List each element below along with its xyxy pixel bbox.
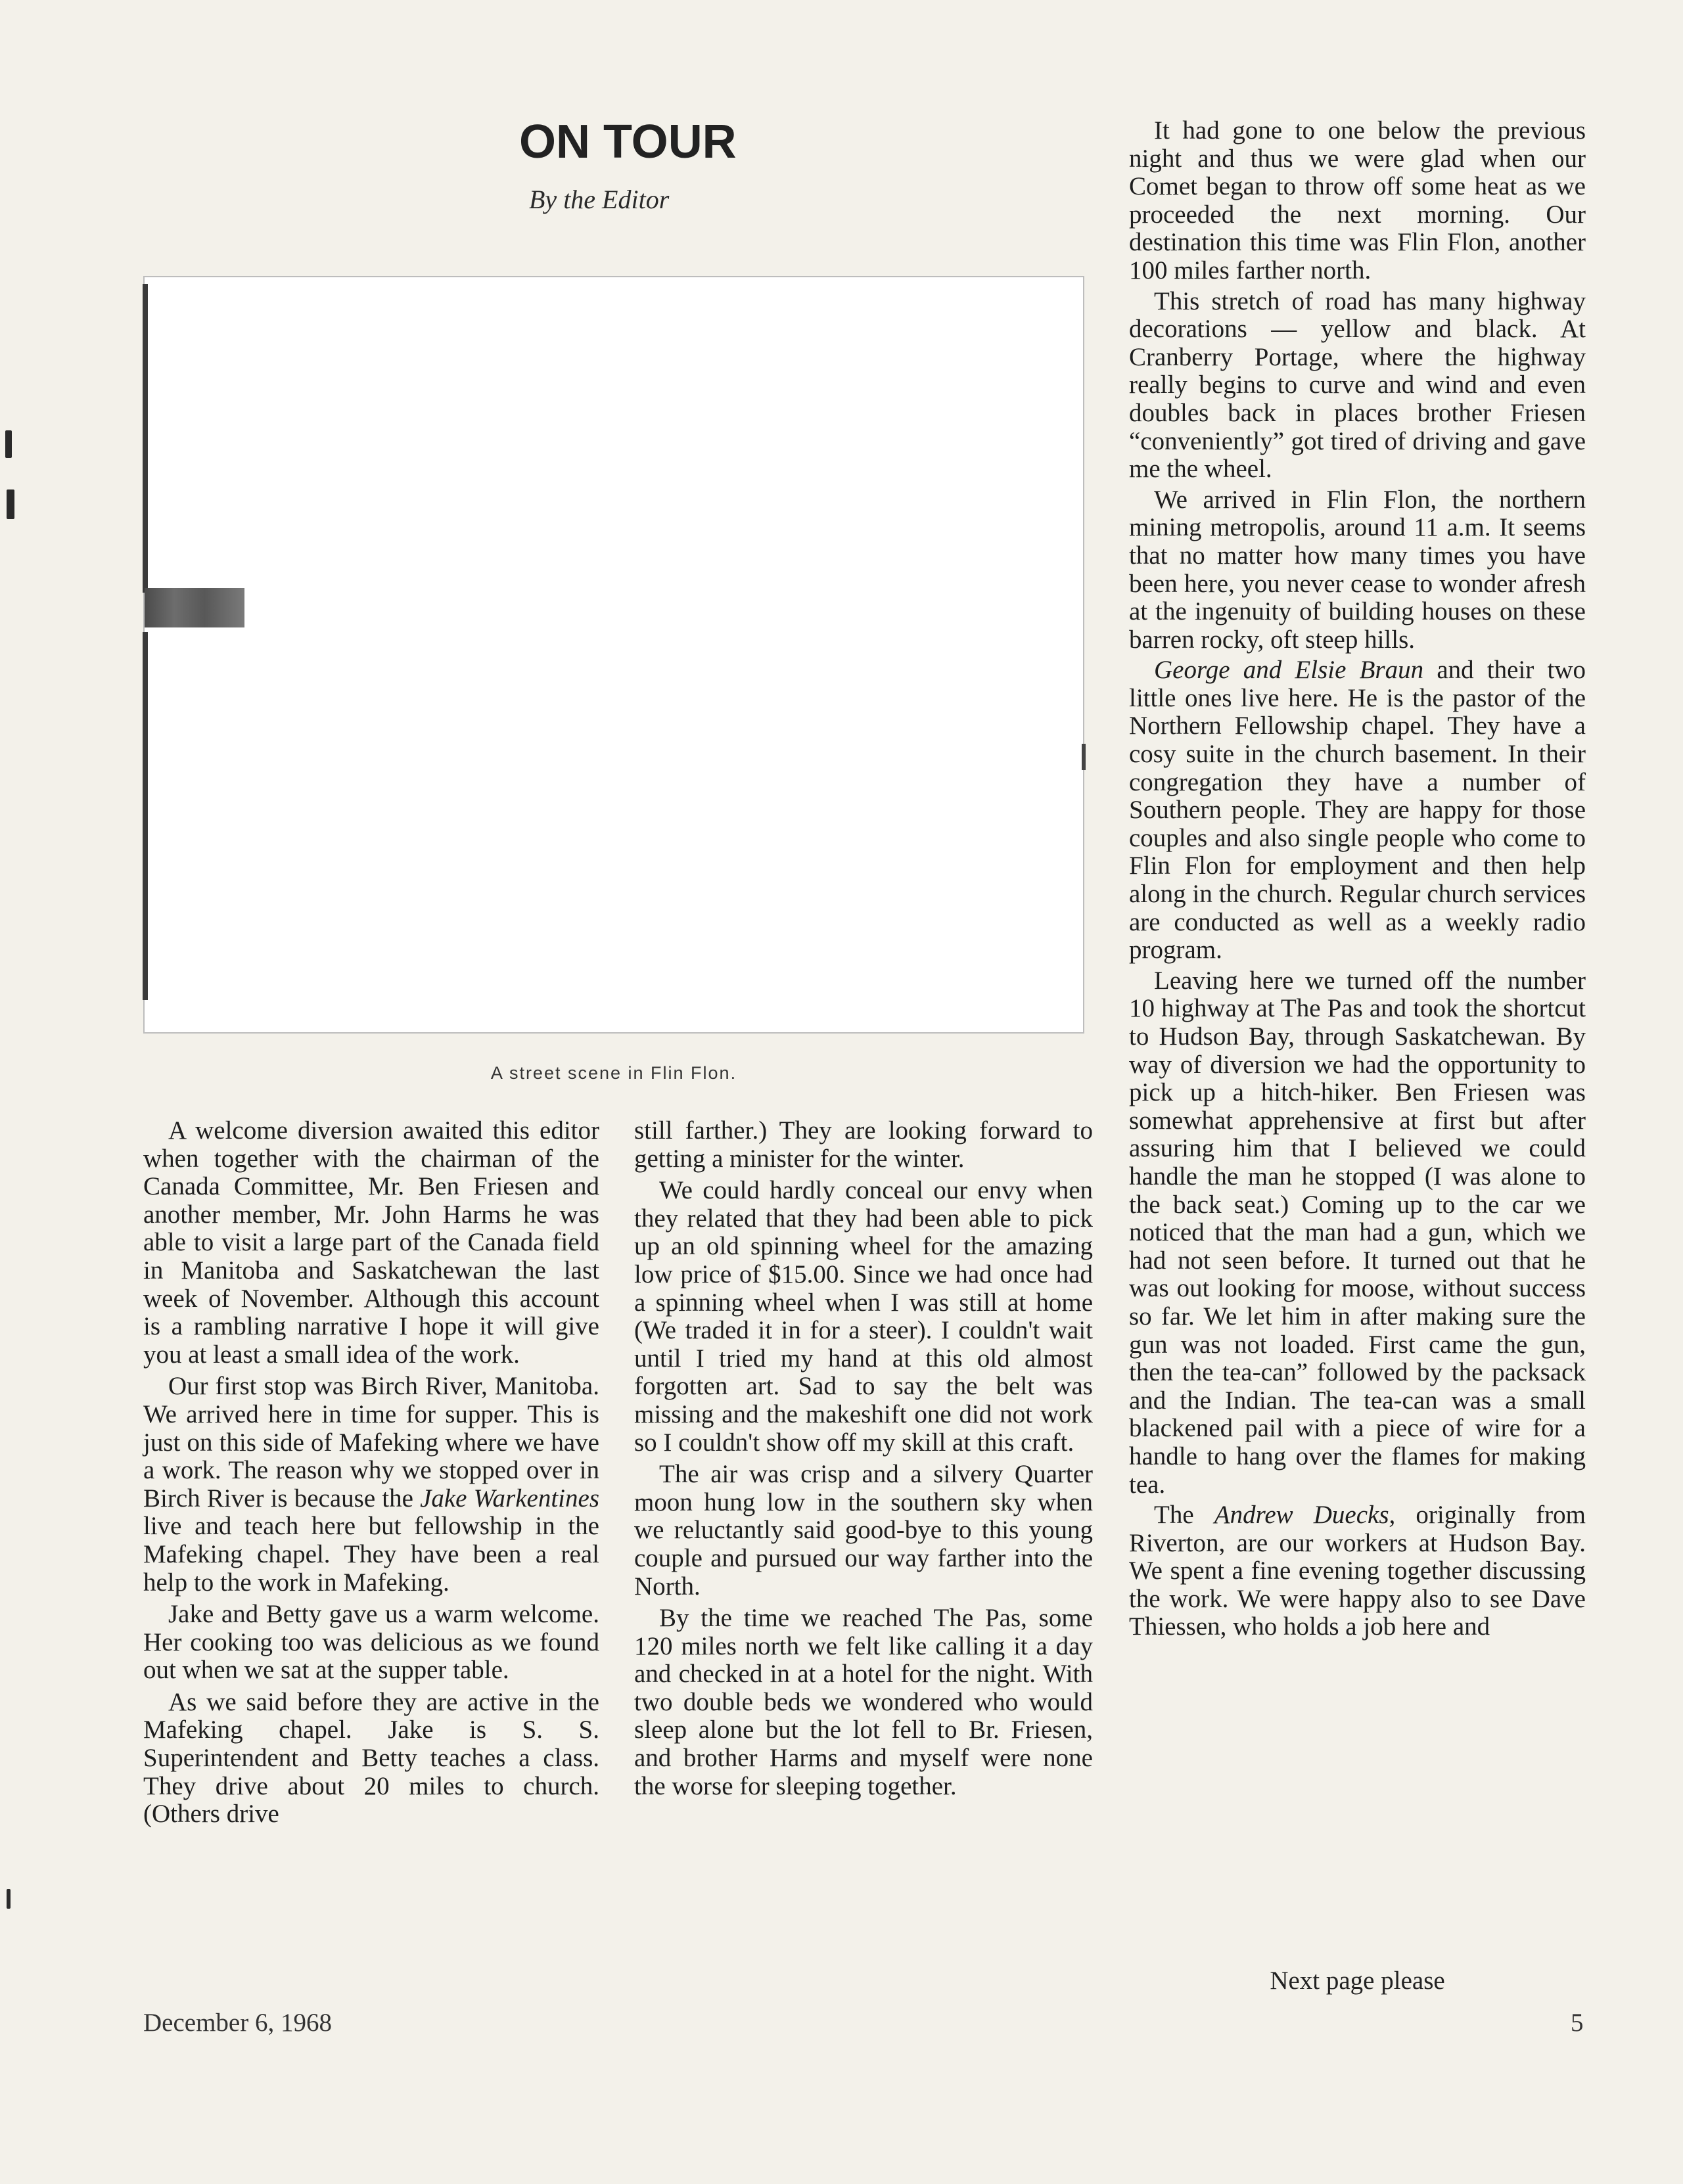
paragraph: It had gone to one below the previous night and thus we were glad when our Comet began to throw off some heat as we proceeded the next morning. Our destination this time was Flin Flon, another 100 miles farther north. [1129,116,1586,284]
issue-date: December 6, 1968 [143,2009,332,2037]
photo-edge-shadow [143,284,148,593]
binding-mark [7,489,14,519]
paragraph: As we said before they are active in the Mafeking chapel. Jake is S. S. Superintendent and Betty teaches a class. They drive about 20 miles to church. (Others drive [143,1687,599,1829]
binding-mark [7,1889,11,1909]
paragraph-text: The [1154,1501,1214,1530]
text-column-1 [143,1117,599,1832]
paragraph-italic-name: Jake Warkentines [420,1484,599,1513]
paragraph-italic-name: Andrew Duecks, [1214,1501,1396,1530]
street-scene-photo [143,276,1084,1034]
binding-mark [5,430,12,458]
paragraph: We arrived in Flin Flon, the northern mining metropolis, around 11 a.m. It seems that no matter how many times you have been here, you never cease to wonder afresh at the ingenuity of building houses on these barren rocky, oft steep hills. [1129,485,1586,654]
paragraph-text: live and teach here but fellowship in the Mafeking chapel. They have been a real help to the work in Mafeking. [143,1512,599,1597]
text-column-2 [634,1117,1093,1804]
paragraph [1129,656,1586,965]
article-byline: By the Editor [529,185,670,214]
paragraph: This stretch of road has many highway decorations — yellow and black. At Cranberry Portage, where the highway really begins to curve and wind and even doubles back in places brother Friesen “conveniently” got tired of driving and gave me the wheel. [1129,286,1586,484]
paragraph-text: Our first stop was Birch River, Manitoba. We arrived here in time for supper. This is just on this side of Mafeking where we have a work. The reason why we stopped over in Birch River is because the [143,1372,599,1513]
article-title: ON TOUR [519,116,737,168]
paragraph: Leaving here we turned off the number 10 highway at The Pas and took the shortcut to Hudson Bay, through Saskatchewan. By way of diversion we had the opportunity to pick up a hitch-hiker. Ben Friesen was somewhat apprehensive at first but after assuring him that I believed we could handle the man he stopped (I was alone to the back seat.) Coming up to the car we noticed that the man had a gun, which we had not seen before. It turned out that he was out looking for moose, without success so far. We let him in after making sure the gun was not loaded. First came the gun, then the tea-can” followed by the packsack and the Indian. The tea-can was a small blackened pail with a piece of wire for a handle to hang over the flames for making tea. [1129,966,1586,1499]
paragraph [143,1373,599,1597]
next-page-note: Next page please [1270,1967,1445,1995]
paragraph: The air was crisp and a silvery Quarter moon hung low in the southern sky when we reluctantly said good-bye to this young couple and pursued our way farther into the North. [634,1460,1093,1601]
paragraph: By the time we reached The Pas, some 120 miles north we felt like calling it a day and checked in at a hotel for the night. With two double beds we wondered who would sleep alone but the lot fell to Br. Friesen, and brother Harms and myself were none the worse for sleeping together. [634,1604,1093,1800]
paragraph: We could hardly conceal our envy when they related that they had been able to pick up an old spinning wheel for the amazing low price of $15.00. Since we had once had a spinning wheel when I was still at home (We traded it in for a steer). I couldn't wait until I tried my hand at this old almost forgotten art. Sad to say the belt was missing and the makeshift one did not work so I couldn't show off my skill at this craft. [634,1176,1093,1457]
photo-edge-shadow [143,632,148,1000]
paragraph: still farther.) They are looking forward to getting a minister for the winter. [634,1116,1093,1173]
photo-dark-strip [145,588,244,627]
photo-edge-mark [1082,744,1086,770]
paragraph: Jake and Betty gave us a warm welcome. Her cooking too was delicious as we found out when we sat at the supper table. [143,1600,599,1685]
paragraph-text: and their two little ones live here. He is the pastor of the Northern Fellowship chapel. They have a cosy suite in the church basement. In their congregation they have a number of Southern people. They are happy for those couples and also single people who come to Flin Flon for employment and then help along in the church. Regular church services are conducted as well as a weekly radio program. [1129,656,1586,965]
paragraph-italic-name: George and Elsie Braun [1154,656,1424,685]
photo-caption: A street scene in Flin Flon. [490,1063,737,1083]
page-number: 5 [1571,2009,1584,2037]
paragraph [1129,1501,1586,1641]
paragraph-text: originally from Riverton, are our workers at Hudson Bay. We spent a fine evening together discussing the work. We were happy also to see Dave Thiessen, who holds a job here and [1129,1501,1586,1641]
text-column-3 [1129,117,1586,1644]
paragraph: A welcome diversion awaited this editor when together with the chairman of the Canada Committee, Mr. Ben Friesen and another member, Mr. John Harms he was able to visit a large part of the Canada field in Manitoba and Saskatchewan the last week of November. Although this account is a rambling narrative I hope it will give you at least a small idea of the work. [143,1116,599,1369]
